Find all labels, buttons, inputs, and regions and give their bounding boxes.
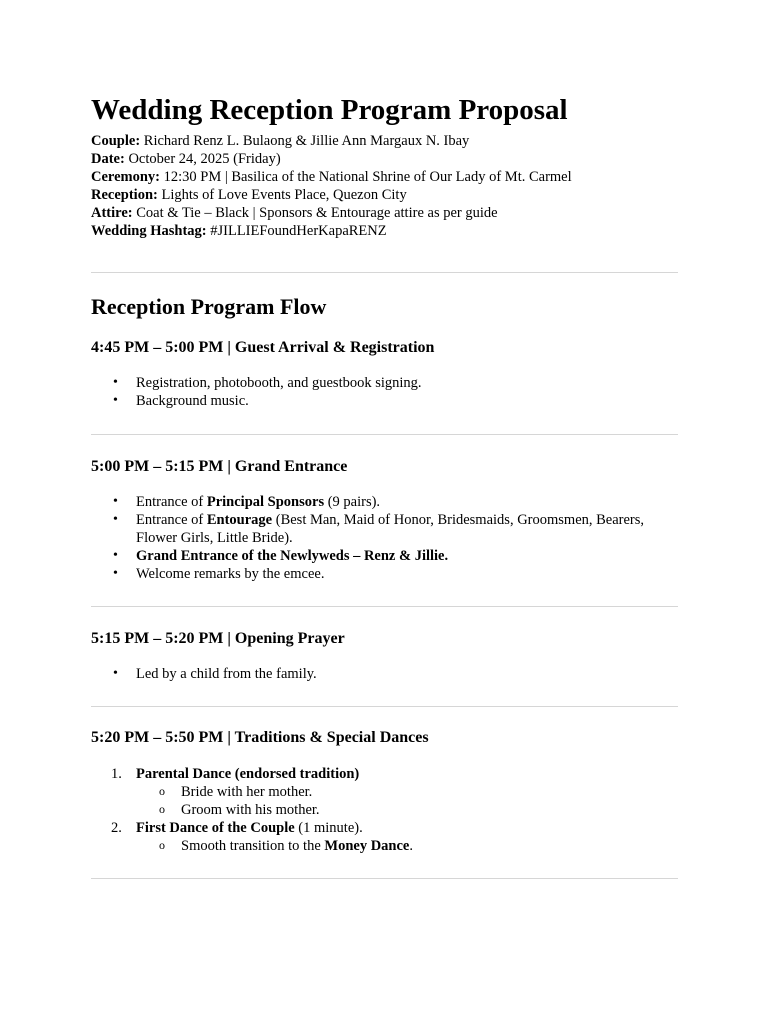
document-title: Wedding Reception Program Proposal — [91, 94, 568, 126]
entrance-list — [91, 493, 678, 583]
divider — [91, 606, 678, 607]
arrival-list — [91, 374, 678, 410]
section-heading-arrival: 4:45 PM – 5:00 PM | Guest Arrival & Registration — [91, 339, 435, 356]
section-heading-traditions: 5:20 PM – 5:50 PM | Traditions & Special Dances — [91, 729, 429, 746]
list-item: • Entrance of Entourage (Best Man, Maid of Honor, Bridesmaids, Groomsmen, Bearers, Flower Girls, Little Bride). — [91, 511, 678, 547]
list-item: • Grand Entrance of the Newlyweds – Renz & Jillie. — [91, 547, 678, 565]
flow-heading: Reception Program Flow — [91, 294, 327, 319]
divider — [91, 878, 678, 879]
list-item: 1. Parental Dance (endorsed tradition) o Bride with her mother. o Groom with his mother. — [91, 765, 678, 819]
list-item: • Welcome remarks by the emcee. — [91, 565, 678, 583]
wedding-details — [91, 132, 678, 240]
prayer-list — [91, 665, 678, 683]
detail-couple: Couple: Richard Renz L. Bulaong & Jillie Ann Margaux N. Ibay — [91, 133, 470, 149]
divider — [91, 706, 678, 707]
traditions-list — [91, 765, 678, 855]
document-content — [91, 92, 678, 879]
detail-date: Date: October 24, 2025 (Friday) — [91, 151, 281, 167]
divider — [91, 272, 678, 273]
section-heading-prayer: 5:15 PM – 5:20 PM | Opening Prayer — [91, 630, 345, 647]
sub-list-item: o Groom with his mother. — [136, 801, 678, 819]
sub-list — [136, 837, 678, 855]
list-item: • Registration, photobooth, and guestbook signing. — [91, 374, 678, 392]
sub-list-item: o Bride with her mother. — [136, 783, 678, 801]
divider — [91, 434, 678, 435]
sub-list — [136, 783, 678, 819]
detail-reception: Reception: Lights of Love Events Place, Quezon City — [91, 187, 407, 203]
detail-hashtag: Wedding Hashtag: #JILLIEFoundHerKapaRENZ — [91, 223, 387, 239]
list-item: • Entrance of Principal Sponsors (9 pairs). — [91, 493, 678, 511]
list-item: 2. First Dance of the Couple (1 minute). o Smooth transition to the Money Dance. — [91, 819, 678, 855]
sub-list-item: o Smooth transition to the Money Dance. — [136, 837, 678, 855]
detail-attire: Attire: Coat & Tie – Black | Sponsors & Entourage attire as per guide — [91, 205, 498, 221]
list-item: • Led by a child from the family. — [91, 665, 678, 683]
section-heading-entrance: 5:00 PM – 5:15 PM | Grand Entrance — [91, 458, 348, 475]
list-item: • Background music. — [91, 392, 678, 410]
detail-ceremony: Ceremony: 12:30 PM | Basilica of the National Shrine of Our Lady of Mt. Carmel — [91, 169, 572, 185]
